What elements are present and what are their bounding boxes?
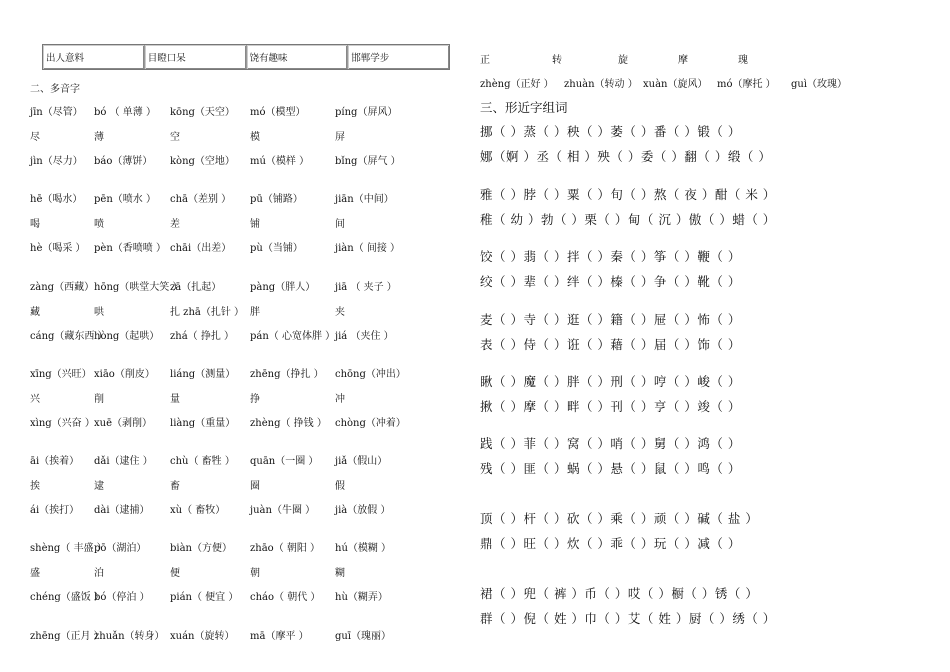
pinyin-entry: xù（ 畜牧） <box>170 505 226 516</box>
word-fill-line: 饺（ ）翡（ ）拌（ ）秦（ ）筝（ ）鞭（ ） <box>480 249 741 264</box>
pinyin-entry: guī（瑰丽） <box>335 631 392 642</box>
polyphone-char: 空 <box>170 131 180 143</box>
pinyin-entry: báo（薄饼） <box>94 156 153 167</box>
section-heading-similar-chars: 三、形近字组词 <box>480 100 568 115</box>
pinyin-entry: zhēng（挣扎 ） <box>250 369 324 380</box>
polyphone-char: 畜 <box>170 480 180 492</box>
pinyin-entry: guì（玫瑰） <box>791 79 848 90</box>
pinyin-entry: zhèng（正好 ） <box>480 79 554 90</box>
pinyin-entry: jìn（尽力） <box>30 156 83 167</box>
word-fill-line: 绞（ ）辈（ ）绊（ ）榛（ ）争（ ）靴（ ） <box>480 274 741 289</box>
word-fill-line: 麦（ ）寺（ ）逛（ ）籍（ ）屉（ ）怖（ ） <box>480 312 741 327</box>
polyphone-pinyin-line <box>0 152 450 166</box>
word-fill-line: 娜（婀 ）丞（ 相 ）殃（ ）委（ ）翻（ ）缎（ ） <box>480 149 772 164</box>
pinyin-entry: chéng（盛饭 ） <box>30 592 104 603</box>
pinyin-entry: quān（一圈 ） <box>250 456 319 467</box>
word-fill-line: 群（ ）倪（ 姓 ）巾（ ）艾（ 姓 ）厨（ ）绣（ ） <box>480 611 776 626</box>
pinyin-entry: juàn（牛圈 ） <box>250 505 316 516</box>
pinyin-entry: jiǎ（假山） <box>335 456 388 467</box>
polyphone-char: 泊 <box>94 567 104 579</box>
pinyin-entry: jià（放假 ） <box>335 505 391 516</box>
polyphone-char-line <box>0 564 450 578</box>
polyphone-pinyin-line <box>0 103 450 117</box>
word-fill-line: 表（ ）侍（ ）诳（ ）藉（ ）届（ ）饰（ ） <box>480 337 741 352</box>
pinyin-entry: cáng（藏东西 ） <box>30 331 108 342</box>
polyphone-char: 逮 <box>94 480 104 492</box>
polyphone-pinyin-line <box>0 239 450 253</box>
word-fill-line: 践（ ）菲（ ）窝（ ）哨（ ）舅（ ）鸿（ ） <box>480 436 741 451</box>
pinyin-entry: chù（ 畜牲 ） <box>170 456 235 467</box>
polyphone-char-line <box>480 51 920 65</box>
pinyin-entry: zhāo（ 朝阳 ） <box>250 543 321 554</box>
pinyin-entry: zhuǎn（转身） <box>94 631 165 642</box>
idiom-cell: 饶有趣味 <box>247 45 349 69</box>
pinyin-entry: jiá （夹住 ） <box>335 331 394 342</box>
polyphone-char: 朝 <box>250 567 260 579</box>
polyphone-char-line <box>0 303 450 317</box>
pinyin-entry: bó（停泊 ） <box>94 592 150 603</box>
pinyin-entry: pū（铺路） <box>250 194 303 205</box>
pinyin-entry: ái（挨打） <box>30 505 80 516</box>
pinyin-entry: hōng（哄堂大笑 ） <box>94 282 183 293</box>
polyphone-pinyin-line <box>0 278 450 292</box>
idiom-cell: 出人意料 <box>43 45 145 69</box>
polyphone-pinyin-line <box>0 327 450 341</box>
polyphone-char: 尽 <box>30 131 40 143</box>
polyphone-char: 哄 <box>94 306 104 318</box>
polyphone-char: 薄 <box>94 131 104 143</box>
word-fill-line: 裙（ ）兜（ 裤 ）币（ ）哎（ ）橱（ ）锈（ ） <box>480 586 759 601</box>
polyphone-char: 胖 <box>250 306 260 318</box>
polyphone-pinyin-line <box>0 539 450 553</box>
word-fill-line: 稚（ 幼 ）勃（ ）栗（ ）甸（ 沉 ）傲（ ）蜡（ ） <box>480 212 776 227</box>
pinyin-entry: xuàn（旋风） <box>643 79 708 90</box>
pinyin-entry: dǎi（逮住 ） <box>94 456 153 467</box>
pinyin-entry: liàng（重量） <box>170 418 236 429</box>
word-fill-line: 揪（ ）摩（ ）畔（ ）刊（ ）亨（ ）竣（ ） <box>480 399 741 414</box>
word-fill-line: 挪（ ）蒸（ ）秧（ ）萎（ ）番（ ）锻（ ） <box>480 124 741 139</box>
polyphone-char: 喷 <box>94 218 104 230</box>
pinyin-entry: xuē（剥削） <box>94 418 152 429</box>
pinyin-entry: zā（扎起） <box>170 282 222 293</box>
word-fill-line: 瞅（ ）魔（ ）胖（ ）刑（ ）哼（ ）峻（ ） <box>480 374 741 389</box>
pinyin-entry: jiān（中间） <box>335 194 394 205</box>
pinyin-entry: pù（当铺） <box>250 243 303 254</box>
pinyin-entry: āi（挨着） <box>30 456 80 467</box>
pinyin-entry: hē（喝水） <box>30 194 83 205</box>
polyphone-char: 正 <box>480 55 490 66</box>
polyphone-char: 摩 <box>678 55 688 66</box>
polyphone-char: 扎 zhā（扎针 ） <box>170 306 245 318</box>
polyphone-char: 量 <box>170 393 180 405</box>
idiom-cell: 目瞪口呆 <box>145 45 247 69</box>
word-fill-line: 顶（ ）杆（ ）砍（ ）乘（ ）顽（ ）碱（ 盐 ） <box>480 511 759 526</box>
pinyin-entry: zhēng（正月 ） <box>30 631 104 642</box>
polyphone-pinyin-line <box>0 365 450 379</box>
polyphone-char-line <box>0 128 450 142</box>
idiom-cell: 邯郸学步 <box>348 45 449 69</box>
polyphone-char: 盛 <box>30 567 40 579</box>
polyphone-pinyin-line <box>0 414 450 428</box>
polyphone-char: 差 <box>170 218 180 230</box>
polyphone-char: 转 <box>552 55 562 66</box>
polyphone-char: 便 <box>170 567 180 579</box>
polyphone-pinyin-line <box>0 452 450 466</box>
idiom-table <box>42 44 450 70</box>
pinyin-entry: pō（湖泊） <box>94 543 147 554</box>
pinyin-entry: pàng（胖人） <box>250 282 316 293</box>
pinyin-entry: mó（模型） <box>250 107 306 118</box>
pinyin-entry: zàng（西藏） <box>30 282 95 293</box>
polyphone-char: 挣 <box>250 393 260 405</box>
polyphone-char: 糊 <box>335 567 345 579</box>
pinyin-entry: hù（糊弄） <box>335 592 388 603</box>
pinyin-entry: jiàn（ 间接 ） <box>335 243 401 254</box>
pinyin-entry: xīng（兴旺） <box>30 369 92 380</box>
polyphone-char-line <box>0 390 450 404</box>
polyphone-char: 屏 <box>335 131 345 143</box>
section-heading-polyphones: 二、多音字 <box>30 84 80 95</box>
pinyin-entry: biàn（方便） <box>170 543 233 554</box>
pinyin-entry: píng（屏风） <box>335 107 398 118</box>
polyphone-char-line <box>0 215 450 229</box>
pinyin-entry: chòng（冲着） <box>335 418 406 429</box>
polyphone-char: 旋 <box>618 55 628 66</box>
pinyin-entry: jiā （ 夹子 ） <box>335 282 397 293</box>
polyphone-char: 圈 <box>250 480 260 492</box>
pinyin-entry: pán（ 心宽体胖 ） <box>250 331 336 342</box>
polyphone-pinyin-line <box>480 75 920 89</box>
polyphone-pinyin-line <box>0 190 450 204</box>
pinyin-entry: zhuàn（转动 ） <box>564 79 638 90</box>
pinyin-entry: hú（模糊 ） <box>335 543 392 554</box>
pinyin-entry: chāi（出差） <box>170 243 232 254</box>
pinyin-entry: hè（喝采 ） <box>30 243 86 254</box>
pinyin-entry: jīn（尽管） <box>30 107 83 118</box>
pinyin-entry: mú（模样 ） <box>250 156 310 167</box>
polyphone-pinyin-line <box>0 627 450 641</box>
polyphone-char: 假 <box>335 480 345 492</box>
pinyin-entry: pián（ 便宜 ） <box>170 592 239 603</box>
polyphone-char: 削 <box>94 393 104 405</box>
polyphone-char: 冲 <box>335 393 345 405</box>
polyphone-char: 瑰 <box>738 55 748 66</box>
pinyin-entry: chōng（冲出） <box>335 369 406 380</box>
pinyin-entry: xiāo（削皮） <box>94 369 155 380</box>
pinyin-entry: xuán（旋转） <box>170 631 235 642</box>
pinyin-entry: chā（差别 ） <box>170 194 232 205</box>
pinyin-entry: mó（摩托 ） <box>717 79 776 90</box>
polyphone-char: 间 <box>335 218 345 230</box>
pinyin-entry: kòng（空地） <box>170 156 235 167</box>
pinyin-entry: pēn（喷水 ） <box>94 194 156 205</box>
pinyin-entry: mā（摩平 ） <box>250 631 309 642</box>
pinyin-entry: shèng（ 丰盛 ） <box>30 543 107 554</box>
word-fill-line: 残（ ）匪（ ）蜗（ ）悬（ ）鼠（ ）鸣（ ） <box>480 461 741 476</box>
polyphone-char: 夹 <box>335 306 345 318</box>
pinyin-entry: cháo（ 朝代 ） <box>250 592 321 603</box>
pinyin-entry: dài（逮捕） <box>94 505 150 516</box>
pinyin-entry: bǐng（屏气 ） <box>335 156 401 167</box>
polyphone-char: 藏 <box>30 306 40 318</box>
word-fill-line: 雅（ ）脖（ ）粟（ ）旬（ ）熬（ 夜 ）酣（ 米 ） <box>480 187 776 202</box>
polyphone-char: 模 <box>250 131 260 143</box>
pinyin-entry: liáng（测量） <box>170 369 236 380</box>
pinyin-entry: hòng（起哄） <box>94 331 160 342</box>
polyphone-pinyin-line <box>0 501 450 515</box>
pinyin-entry: kōng（天空） <box>170 107 235 118</box>
polyphone-pinyin-line <box>0 588 450 602</box>
pinyin-entry: pèn（香喷喷 ） <box>94 243 166 254</box>
pinyin-entry: bó （ 单薄 ） <box>94 107 156 118</box>
pinyin-entry: zhá（ 挣扎 ） <box>170 331 235 342</box>
polyphone-char: 喝 <box>30 218 40 230</box>
polyphone-char: 兴 <box>30 393 40 405</box>
pinyin-entry: xìng（兴奋 ） <box>30 418 95 429</box>
polyphone-char: 铺 <box>250 218 260 230</box>
polyphone-char-line <box>0 477 450 491</box>
polyphone-char: 挨 <box>30 480 40 492</box>
pinyin-entry: zhèng（ 挣钱 ） <box>250 418 327 429</box>
word-fill-line: 鼎（ ）旺（ ）炊（ ）乖（ ）玩（ ）减（ ） <box>480 536 741 551</box>
